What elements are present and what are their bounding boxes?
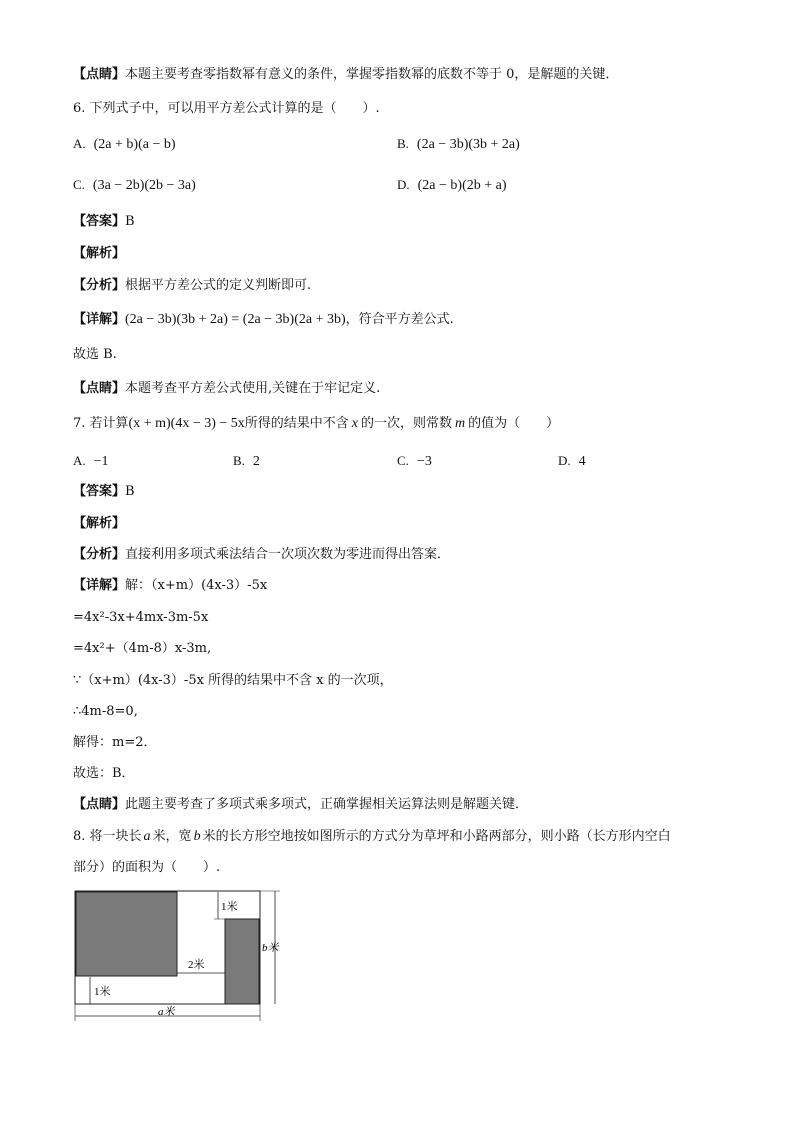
q7-option-d: D. 4 bbox=[558, 453, 586, 469]
q7-analysis-tag: 【解析】 bbox=[73, 516, 126, 531]
label-b: b米 bbox=[262, 942, 279, 954]
q7-option-c: C. −3 bbox=[397, 453, 432, 469]
label-bottom-1m: 1米 bbox=[94, 986, 111, 998]
q6-option-c-expr: (3a − 2b)(2b − 3a) bbox=[92, 178, 196, 193]
q7-step-1: =4x²-3x+4mx-3m-5x bbox=[73, 610, 209, 625]
label-top-1m: 1米 bbox=[221, 901, 238, 913]
q7-option-a: A. −1 bbox=[73, 453, 109, 469]
q6-dianjing: 【点睛】本题考查平方差公式使用,关键在于牢记定义. bbox=[73, 381, 381, 396]
q6-option-b: B. (2a − 3b)(3b + 2a) bbox=[397, 136, 520, 152]
q7-step-4: ∴4m-8=0, bbox=[73, 704, 138, 719]
q7-option-b: B. 2 bbox=[233, 453, 260, 469]
q6-xiangjie: 【详解】(2a − 3b)(3b + 2a) = (2a − 3b)(2a + 3b)，符合平方差公式. bbox=[73, 312, 454, 327]
q6-option-d-expr: (2a − b)(2b + a) bbox=[417, 178, 507, 193]
q7-step-5: 解得：m=2． bbox=[73, 735, 157, 750]
dianjing-text: 本题主要考查零指数幂有意义的条件，掌握零指数幂的底数不等于 0，是解题的关键． bbox=[125, 67, 619, 82]
q6-choose: 故选 B. bbox=[73, 347, 117, 362]
label-mid-2m: 2米 bbox=[188, 959, 205, 971]
q8-stem-line2: 部分）的面积为（ ）. bbox=[73, 860, 221, 875]
q7-step-2: =4x²+（4m-8）x-3m, bbox=[73, 641, 212, 656]
q6-option-c: C. (3a − 2b)(2b − 3a) bbox=[73, 177, 196, 193]
q7-xiangjie: 【详解】解：（x+m）(4x-3）-5x bbox=[73, 578, 268, 593]
q7-dianjing: 【点睛】此题主要考查了多项式乘多项式，正确掌握相关运算法则是解题关键． bbox=[73, 797, 529, 812]
q7-step-3: ∵（x+m）(4x-3）-5x 所得的结果中不含 x 的一次项， bbox=[73, 673, 393, 688]
dianjing-tag: 【点睛】 bbox=[73, 67, 126, 82]
q7-stem: 7. 若计算(x + m)(4x − 3) − 5x所得的结果中不含 x 的一次，则常数 m 的值为（ ） bbox=[73, 416, 560, 431]
grass-block-left bbox=[76, 892, 177, 976]
q6-analysis-tag: 【解析】 bbox=[73, 246, 126, 261]
q8-stem-line1: 8. 将一块长 a 米，宽 b 米的长方形空地按如图所示的方式分为草坪和小路两部分，则小路（长方形内空白 bbox=[73, 829, 671, 844]
q5-dianjing bbox=[73, 66, 618, 84]
q6-stem: 6. 下列式子中，可以用平方差公式计算的是（ ）. bbox=[73, 101, 380, 116]
q7-choose: 故选：B． bbox=[73, 766, 135, 781]
q6-answer: 【答案】B bbox=[73, 214, 135, 229]
q8-figure bbox=[70, 885, 300, 1025]
q6-option-d: D. (2a − b)(2b + a) bbox=[397, 177, 507, 193]
grass-block-right bbox=[225, 919, 259, 1004]
q6-option-b-expr: (2a − 3b)(3b + 2a) bbox=[416, 137, 520, 152]
q6-option-a: A. (2a + b)(a − b) bbox=[73, 136, 176, 152]
q7-fenxi: 【分析】直接利用多项式乘法结合一次项次数为零进而得出答案． bbox=[73, 547, 451, 562]
q6-option-a-expr: (2a + b)(a − b) bbox=[93, 137, 176, 152]
q6-fenxi: 【分析】根据平方差公式的定义判断即可. bbox=[73, 278, 312, 293]
q7-answer: 【答案】B bbox=[73, 484, 135, 499]
label-a: a米 bbox=[158, 1006, 175, 1018]
